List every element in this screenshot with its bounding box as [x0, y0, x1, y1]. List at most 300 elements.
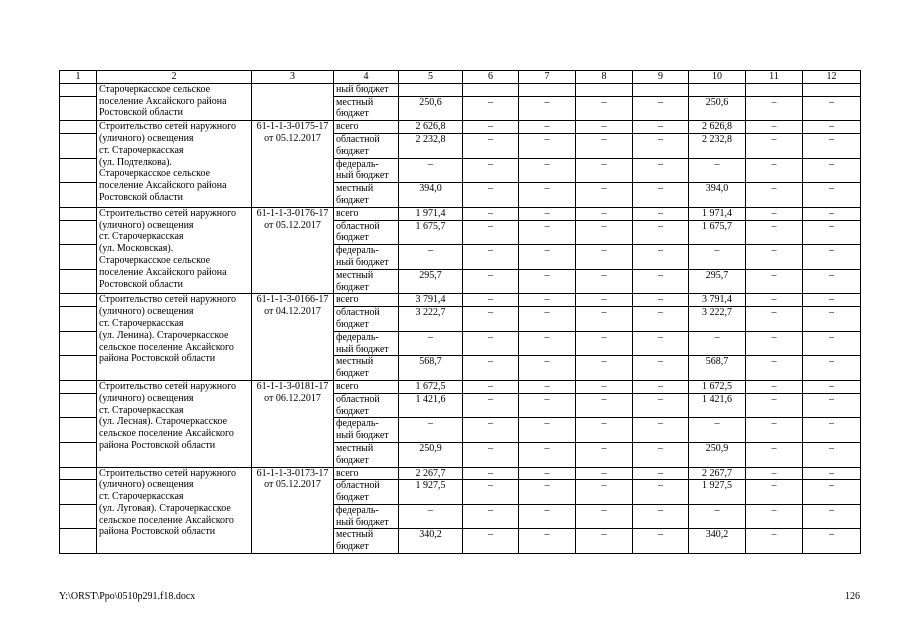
description-line: (уличного) освещения	[99, 392, 194, 404]
funding-source-line: областной	[336, 480, 380, 492]
value-cell: –	[746, 269, 803, 294]
value-cell: –	[803, 331, 861, 356]
value-cell: –	[746, 158, 803, 183]
value-cell: –	[689, 245, 746, 270]
page-number: 126	[845, 591, 860, 602]
value-cell: –	[746, 442, 803, 467]
value-cell	[576, 83, 633, 96]
value-cell	[519, 83, 576, 96]
value-cell: –	[576, 133, 633, 158]
value-cell: 3 222,7	[689, 307, 746, 332]
value-cell: –	[746, 121, 803, 134]
funding-source-line: всего	[336, 467, 359, 479]
description-line: Строительство сетей наружного	[99, 294, 237, 306]
value-cell: –	[519, 393, 576, 418]
funding-source-line: бюджет	[336, 541, 369, 553]
description-line: ст. Старочеркасская	[99, 317, 184, 329]
row-number-cell	[60, 356, 97, 381]
value-cell: –	[689, 158, 746, 183]
funding-source-line: бюджет	[336, 145, 369, 157]
description-line: (ул. Лесная). Старочеркасское	[99, 416, 228, 428]
value-cell: –	[463, 183, 519, 208]
funding-source-cell	[334, 220, 399, 245]
value-cell: –	[803, 467, 861, 480]
value-cell: –	[689, 504, 746, 529]
value-cell	[399, 83, 463, 96]
value-cell: –	[746, 380, 803, 393]
funding-source-line: ный бюджет	[336, 430, 389, 442]
funding-source-cell	[334, 442, 399, 467]
description-line: ст. Старочеркасская	[99, 231, 184, 243]
value-cell: –	[399, 418, 463, 443]
value-cell: –	[803, 504, 861, 529]
value-cell: –	[633, 269, 689, 294]
value-cell: –	[803, 529, 861, 554]
description-line: (уличного) освещения	[99, 306, 194, 318]
description-line: поселение Аксайского района	[99, 95, 227, 107]
value-cell: 3 791,4	[689, 294, 746, 307]
description-line: поселение Аксайского района	[99, 180, 227, 192]
value-cell: 1 672,5	[399, 380, 463, 393]
row-number-cell	[60, 183, 97, 208]
document-number-cell	[252, 207, 334, 294]
value-cell: –	[633, 504, 689, 529]
description-line: Ростовской области	[99, 107, 183, 119]
value-cell: 295,7	[689, 269, 746, 294]
funding-source-line: бюджет	[336, 368, 369, 380]
value-cell: –	[463, 380, 519, 393]
object-description-cell	[97, 207, 252, 294]
description-line: ст. Старочеркасская	[99, 144, 184, 156]
document-line: 61-1-1-3-0166-17	[256, 294, 329, 306]
value-cell: 1 421,6	[399, 393, 463, 418]
funding-source-cell	[334, 96, 399, 121]
value-cell: –	[633, 307, 689, 332]
value-cell: –	[803, 442, 861, 467]
description-line: Строительство сетей наружного	[99, 380, 237, 392]
value-cell: –	[689, 331, 746, 356]
row-number-cell	[60, 418, 97, 443]
value-cell: –	[803, 158, 861, 183]
funding-source-line: всего	[336, 294, 359, 306]
funding-source-cell	[334, 467, 399, 480]
value-cell: –	[576, 269, 633, 294]
value-cell: –	[519, 207, 576, 220]
funding-source-line: областной	[336, 220, 380, 232]
value-cell: –	[463, 96, 519, 121]
value-cell: –	[519, 269, 576, 294]
funding-source-line: федераль-	[336, 504, 379, 516]
row-number-cell	[60, 245, 97, 270]
funding-source-line: бюджет	[336, 281, 369, 293]
value-cell: –	[633, 529, 689, 554]
value-cell: –	[463, 442, 519, 467]
footer-file-path: Y:\ORST\Ppo\0510p291.f18.docx	[59, 591, 196, 602]
value-cell: –	[633, 220, 689, 245]
value-cell: –	[519, 418, 576, 443]
value-cell: –	[576, 480, 633, 505]
value-cell: –	[803, 245, 861, 270]
value-cell: –	[576, 331, 633, 356]
value-cell: –	[463, 504, 519, 529]
value-cell: –	[576, 467, 633, 480]
funding-source-line: местный	[336, 269, 374, 281]
object-description-cell	[97, 294, 252, 381]
table-body	[60, 71, 861, 554]
document-number-cell	[252, 83, 334, 120]
value-cell: –	[746, 245, 803, 270]
value-cell: –	[746, 529, 803, 554]
description-line: (уличного) освещения	[99, 132, 194, 144]
value-cell: –	[463, 393, 519, 418]
funding-source-cell	[334, 269, 399, 294]
funding-source-line: бюджет	[336, 108, 369, 120]
description-line: (ул. Московская).	[99, 243, 174, 255]
table-row	[60, 380, 861, 393]
row-number-cell	[60, 121, 97, 134]
document-number-cell	[252, 121, 334, 208]
row-number-cell	[60, 133, 97, 158]
value-cell: 1 675,7	[689, 220, 746, 245]
value-cell: –	[633, 207, 689, 220]
value-cell: 2 232,8	[689, 133, 746, 158]
row-number-cell	[60, 393, 97, 418]
value-cell: –	[633, 356, 689, 381]
funding-source-cell	[334, 418, 399, 443]
funding-source-cell	[334, 356, 399, 381]
column-number: 8	[576, 71, 633, 84]
column-number: 12	[803, 71, 861, 84]
value-cell: –	[746, 133, 803, 158]
column-number: 11	[746, 71, 803, 84]
funding-source-cell	[334, 504, 399, 529]
value-cell: –	[803, 418, 861, 443]
value-cell: –	[746, 418, 803, 443]
value-cell: –	[519, 529, 576, 554]
funding-source-cell	[334, 294, 399, 307]
column-number: 6	[463, 71, 519, 84]
description-line: района Ростовской области	[99, 526, 216, 538]
value-cell: –	[463, 245, 519, 270]
funding-source-line: ный бюджет	[336, 516, 389, 528]
value-cell: –	[576, 504, 633, 529]
value-cell: 2 626,8	[689, 121, 746, 134]
value-cell: –	[519, 467, 576, 480]
funding-source-line: федераль-	[336, 245, 379, 257]
row-number-cell	[60, 480, 97, 505]
description-line: (ул. Подтелкова).	[99, 156, 172, 168]
value-cell: –	[576, 158, 633, 183]
value-cell: –	[803, 207, 861, 220]
column-number: 1	[60, 71, 97, 84]
funding-source-cell	[334, 331, 399, 356]
value-cell: –	[803, 380, 861, 393]
value-cell: 1 927,5	[689, 480, 746, 505]
description-line: Строительство сетей наружного	[99, 207, 237, 219]
value-cell: –	[689, 418, 746, 443]
value-cell	[689, 83, 746, 96]
value-cell: –	[519, 307, 576, 332]
column-number: 7	[519, 71, 576, 84]
description-line: (ул. Ленина). Старочеркасское	[99, 329, 229, 341]
description-line: сельское поселение Аксайского	[99, 428, 234, 440]
document-line: 61-1-1-3-0181-17	[256, 380, 329, 392]
document-line: 61-1-1-3-0173-17	[256, 467, 329, 479]
value-cell: –	[519, 380, 576, 393]
value-cell: –	[463, 207, 519, 220]
value-cell: –	[746, 331, 803, 356]
funding-source-cell	[334, 121, 399, 134]
value-cell: –	[576, 245, 633, 270]
value-cell: –	[633, 380, 689, 393]
document-line: 61-1-1-3-0175-17	[256, 121, 329, 133]
value-cell: –	[803, 220, 861, 245]
value-cell: –	[519, 480, 576, 505]
funding-source-line: местный	[336, 96, 374, 108]
funding-source-line: местный	[336, 529, 374, 541]
value-cell: –	[746, 294, 803, 307]
funding-source-line: ный бюджет	[336, 83, 389, 95]
value-cell: –	[463, 133, 519, 158]
object-description-cell	[97, 467, 252, 554]
row-number-cell	[60, 96, 97, 121]
description-line: Строительство сетей наружного	[99, 467, 237, 479]
description-line: сельское поселение Аксайского	[99, 514, 234, 526]
row-number-cell	[60, 529, 97, 554]
value-cell: 2 626,8	[399, 121, 463, 134]
funding-source-line: ный бюджет	[336, 170, 389, 182]
description-line: района Ростовской области	[99, 353, 216, 365]
column-number: 10	[689, 71, 746, 84]
value-cell: –	[633, 442, 689, 467]
description-line: (уличного) освещения	[99, 219, 194, 231]
funding-source-cell	[334, 207, 399, 220]
description-line: (уличного) освещения	[99, 479, 194, 491]
document-line: от 05.12.2017	[264, 479, 321, 491]
funding-source-cell	[334, 380, 399, 393]
value-cell: –	[519, 183, 576, 208]
row-number-cell	[60, 269, 97, 294]
funding-source-line: областной	[336, 133, 380, 145]
value-cell: –	[803, 294, 861, 307]
value-cell: –	[633, 183, 689, 208]
value-cell: –	[463, 158, 519, 183]
row-number-cell	[60, 307, 97, 332]
value-cell: –	[746, 220, 803, 245]
document-line: 61-1-1-3-0176-17	[256, 207, 329, 219]
funding-source-line: всего	[336, 380, 359, 392]
value-cell: –	[399, 158, 463, 183]
funding-source-line: местный	[336, 442, 374, 454]
value-cell: –	[576, 207, 633, 220]
funding-source-line: федераль-	[336, 158, 379, 170]
description-line: района Ростовской области	[99, 439, 216, 451]
value-cell: –	[576, 442, 633, 467]
row-number-cell	[60, 294, 97, 307]
value-cell: –	[576, 307, 633, 332]
value-cell: –	[576, 183, 633, 208]
value-cell: 250,9	[399, 442, 463, 467]
value-cell: –	[803, 183, 861, 208]
value-cell: –	[746, 480, 803, 505]
funding-source-line: бюджет	[336, 454, 369, 466]
row-number-cell	[60, 504, 97, 529]
value-cell: –	[519, 504, 576, 529]
table-row	[60, 121, 861, 134]
value-cell: –	[746, 307, 803, 332]
value-cell: –	[463, 480, 519, 505]
value-cell: –	[746, 96, 803, 121]
value-cell: –	[576, 418, 633, 443]
funding-source-line: бюджет	[336, 232, 369, 244]
value-cell: 250,6	[399, 96, 463, 121]
document-number-cell	[252, 467, 334, 554]
funding-source-line: федераль-	[336, 331, 379, 343]
value-cell	[463, 83, 519, 96]
funding-source-cell	[334, 133, 399, 158]
value-cell: 2 267,7	[689, 467, 746, 480]
description-line: Старочеркасское сельское	[99, 254, 211, 266]
description-line: (ул. Луговая). Старочеркасское	[99, 502, 231, 514]
value-cell: –	[746, 504, 803, 529]
value-cell: –	[519, 96, 576, 121]
value-cell: –	[463, 356, 519, 381]
value-cell: –	[633, 331, 689, 356]
value-cell: –	[803, 269, 861, 294]
document-line: от 04.12.2017	[264, 306, 321, 318]
document-line: от 05.12.2017	[264, 219, 321, 231]
value-cell: –	[576, 356, 633, 381]
column-number: 9	[633, 71, 689, 84]
value-cell: –	[576, 220, 633, 245]
budget-table	[59, 70, 861, 554]
column-number-row	[60, 71, 861, 84]
row-number-cell	[60, 380, 97, 393]
row-number-cell	[60, 158, 97, 183]
value-cell: –	[463, 269, 519, 294]
description-line: Ростовской области	[99, 191, 183, 203]
value-cell: –	[633, 121, 689, 134]
value-cell: –	[803, 480, 861, 505]
value-cell: –	[746, 356, 803, 381]
value-cell: –	[519, 158, 576, 183]
value-cell: –	[633, 393, 689, 418]
value-cell: –	[519, 442, 576, 467]
value-cell: –	[803, 96, 861, 121]
value-cell: 250,6	[689, 96, 746, 121]
value-cell: –	[463, 331, 519, 356]
value-cell: 1 421,6	[689, 393, 746, 418]
value-cell: –	[519, 294, 576, 307]
funding-source-line: всего	[336, 207, 359, 219]
funding-source-cell	[334, 529, 399, 554]
column-number: 2	[97, 71, 252, 84]
funding-source-line: областной	[336, 307, 380, 319]
table-row	[60, 294, 861, 307]
value-cell: 1 971,4	[689, 207, 746, 220]
description-line: ст. Старочеркасская	[99, 404, 184, 416]
value-cell: –	[519, 245, 576, 270]
value-cell: –	[746, 393, 803, 418]
funding-source-line: местный	[336, 356, 374, 368]
value-cell: –	[519, 220, 576, 245]
funding-source-cell	[334, 158, 399, 183]
value-cell	[746, 83, 803, 96]
funding-source-cell	[334, 245, 399, 270]
row-number-cell	[60, 331, 97, 356]
row-number-cell	[60, 442, 97, 467]
value-cell: –	[576, 380, 633, 393]
value-cell: 394,0	[399, 183, 463, 208]
object-description-cell	[97, 380, 252, 467]
funding-source-cell	[334, 393, 399, 418]
value-cell: –	[399, 504, 463, 529]
row-number-cell	[60, 467, 97, 480]
value-cell: –	[463, 307, 519, 332]
value-cell: –	[463, 294, 519, 307]
value-cell: –	[803, 393, 861, 418]
document-number-cell	[252, 294, 334, 381]
value-cell: –	[463, 121, 519, 134]
value-cell: –	[399, 331, 463, 356]
value-cell: 250,9	[689, 442, 746, 467]
value-cell	[803, 83, 861, 96]
funding-source-line: ный бюджет	[336, 343, 389, 355]
description-line: Старочеркасское сельское	[99, 83, 211, 95]
value-cell	[633, 83, 689, 96]
description-line: Строительство сетей наружного	[99, 121, 237, 133]
value-cell: –	[463, 418, 519, 443]
description-line: Старочеркасское сельское	[99, 168, 211, 180]
object-description-cell	[97, 121, 252, 208]
description-line: поселение Аксайского района	[99, 266, 227, 278]
value-cell: –	[633, 158, 689, 183]
value-cell: 1 675,7	[399, 220, 463, 245]
funding-source-line: бюджет	[336, 194, 369, 206]
funding-source-line: местный	[336, 183, 374, 195]
value-cell: 295,7	[399, 269, 463, 294]
value-cell: 2 267,7	[399, 467, 463, 480]
value-cell: –	[399, 245, 463, 270]
value-cell: –	[519, 356, 576, 381]
column-number: 5	[399, 71, 463, 84]
table-row	[60, 207, 861, 220]
funding-source-line: федераль-	[336, 418, 379, 430]
value-cell: 1 672,5	[689, 380, 746, 393]
value-cell: –	[576, 121, 633, 134]
value-cell: –	[633, 245, 689, 270]
value-cell: –	[803, 307, 861, 332]
value-cell: –	[463, 467, 519, 480]
value-cell: –	[519, 121, 576, 134]
value-cell: –	[633, 96, 689, 121]
value-cell: 1 971,4	[399, 207, 463, 220]
funding-source-line: бюджет	[336, 405, 369, 417]
value-cell: –	[576, 96, 633, 121]
value-cell: –	[519, 133, 576, 158]
table-row	[60, 467, 861, 480]
value-cell: 340,2	[399, 529, 463, 554]
value-cell: –	[633, 294, 689, 307]
value-cell: –	[746, 207, 803, 220]
value-cell: –	[633, 467, 689, 480]
value-cell: –	[463, 220, 519, 245]
value-cell: –	[633, 480, 689, 505]
value-cell: –	[463, 529, 519, 554]
funding-source-cell	[334, 83, 399, 96]
description-line: сельское поселение Аксайского	[99, 341, 234, 353]
value-cell: –	[746, 183, 803, 208]
